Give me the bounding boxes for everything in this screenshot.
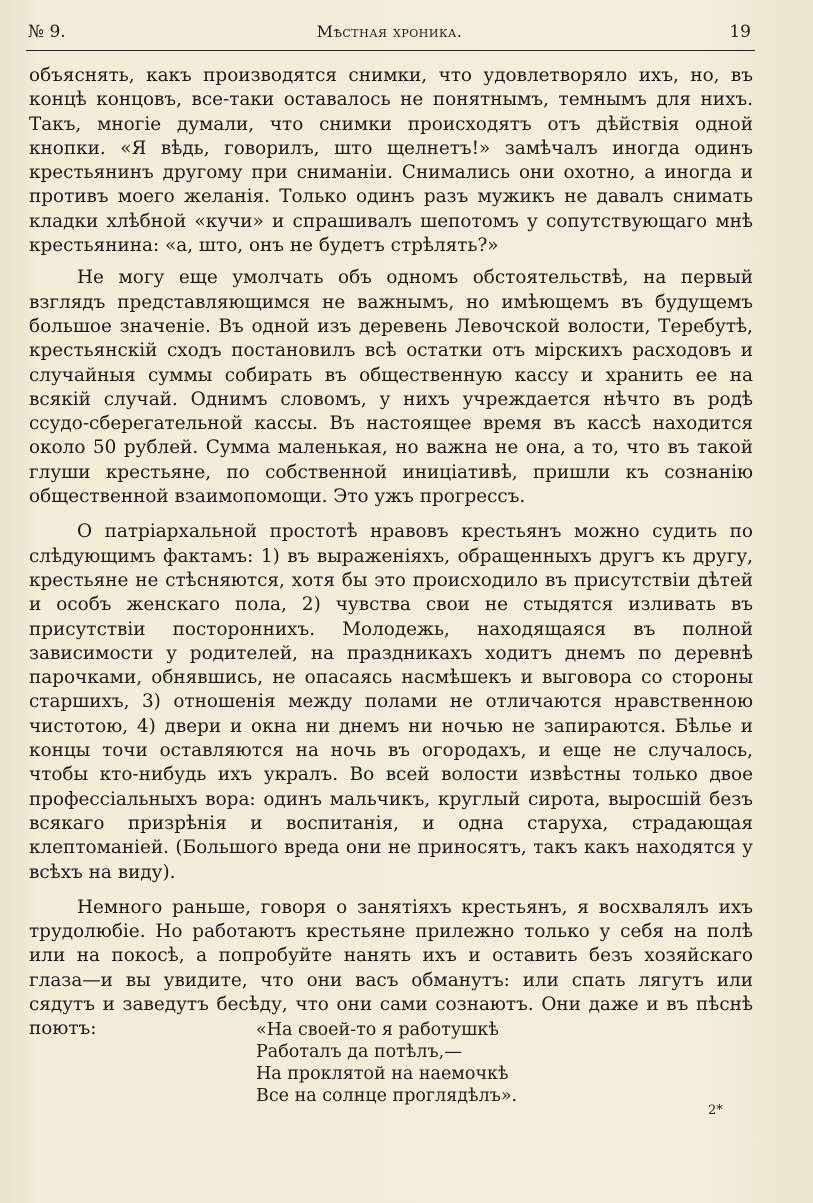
article-body <box>29 64 753 1053</box>
section-title: Мѣстная хроника. <box>316 22 463 41</box>
paragraph: Не могу еще умолчать объ одномъ обстоятельствѣ, на первый взглядъ представляющимся не важнымъ, но имѣющемъ въ будущемъ большое значеніе. Въ одной изъ деревень Левочской волости, Теребутѣ, крестьянскій сходъ постановилъ всѣ остатки отъ мірскихъ расходовъ и случайныя суммы собирать въ общественную кассу и хранить ее на всякій случай. Однимъ словомъ, у нихъ учреждается нѣчто въ родѣ ссудо-сберегательной кассы. Въ настоящее время въ кассѣ находится около 50 рублей. Сумма маленькая, но важна не она, а то, что въ такой глуши крестьяне, по собственной иниціативѣ, пришли къ сознанію общественной взаимопомощи. Это ужъ прогрессъ. <box>29 267 753 508</box>
verse-quote <box>256 1019 517 1107</box>
verse-line: Работалъ да потѣлъ,— <box>256 1042 462 1062</box>
header-rule <box>26 50 755 51</box>
paragraph: объяснять, какъ производятся снимки, что удовлетворяло ихъ, но, въ концѣ концовъ, все-таки оставалось не понятнымъ, темнымъ для нихъ. Такъ, многіе думали, что снимки происходятъ отъ дѣйствія одной кнопки. «Я вѣдь, говорилъ, што щелнетъ!» замѣчалъ иногда одинъ крестьянинъ другому при сниманіи. Снимались они охотно, а иногда и противъ моего желанія. Только одинъ разъ мужикъ не давалъ снимать кладки хлѣбной «кучи» и спрашивалъ шепотомъ у сопутствующаго мнѣ крестьянина: «а, што, онъ не будетъ стрѣлять?» <box>29 65 753 257</box>
verse-line: Все на солнце проглядѣлъ». <box>256 1086 518 1106</box>
page-number: 19 <box>729 22 751 42</box>
issue-number: № 9. <box>28 22 66 42</box>
running-header <box>28 22 751 46</box>
signature-mark: 2* <box>708 1103 723 1118</box>
paragraph: Немного раньше, говоря о занятіяхъ крестьянъ, я восхвалялъ ихъ трудолюбіе. Но работаютъ крестьяне прилежно только у себя на полѣ или на покосѣ, а попробуйте нанять ихъ и оставить безъ хозяйскаго глаза—и вы увидите, что они васъ обманутъ: или спать лягутъ или сядутъ и заведутъ бесѣду, что они сами сознаютъ. Они даже и въ пѣснѣ поютъ: <box>29 896 753 1040</box>
verse-line: «На своей-то я работушкѣ <box>256 1020 499 1040</box>
verse-line: На проклятой на наемочкѣ <box>256 1064 509 1084</box>
paragraph: О патріархальной простотѣ нравовъ крестьянъ можно судить по слѣдующимъ фактамъ: 1) въ выраженіяхъ, обращенныхъ другъ къ другу, крестьяне не стѣсняются, хотя бы это происходило въ присутствіи дѣтей и особъ женскаго пола, 2) чувства свои не стыдятся изливать въ присутствіи постороннихъ. Молодежь, находящаяся въ полной зависимости у родителей, на праздникахъ ходитъ днемъ по деревнѣ парочками, обнявшись, не опасаясь насмѣшекъ и выговора со стороны старшихъ, 3) отношенія между полами не отличаются нравственною чистотою, 4) двери и окна ни днемъ ни ночью не запираются. Бѣлье и концы точи оставляются на ночь въ огородахъ, и еще не случалось, чтобы кто-нибудь ихъ укралъ. Во всей волости извѣстны только двое профессіальныхъ вора: одинъ мальчикъ, круглый сирота, выросшій безъ всякаго призрѣнія и воспитанія, и одна старуха, страдающая клептоманіей. (Большого вреда они не приносятъ, такъ какъ находятся у всѣхъ на виду). <box>29 521 753 883</box>
